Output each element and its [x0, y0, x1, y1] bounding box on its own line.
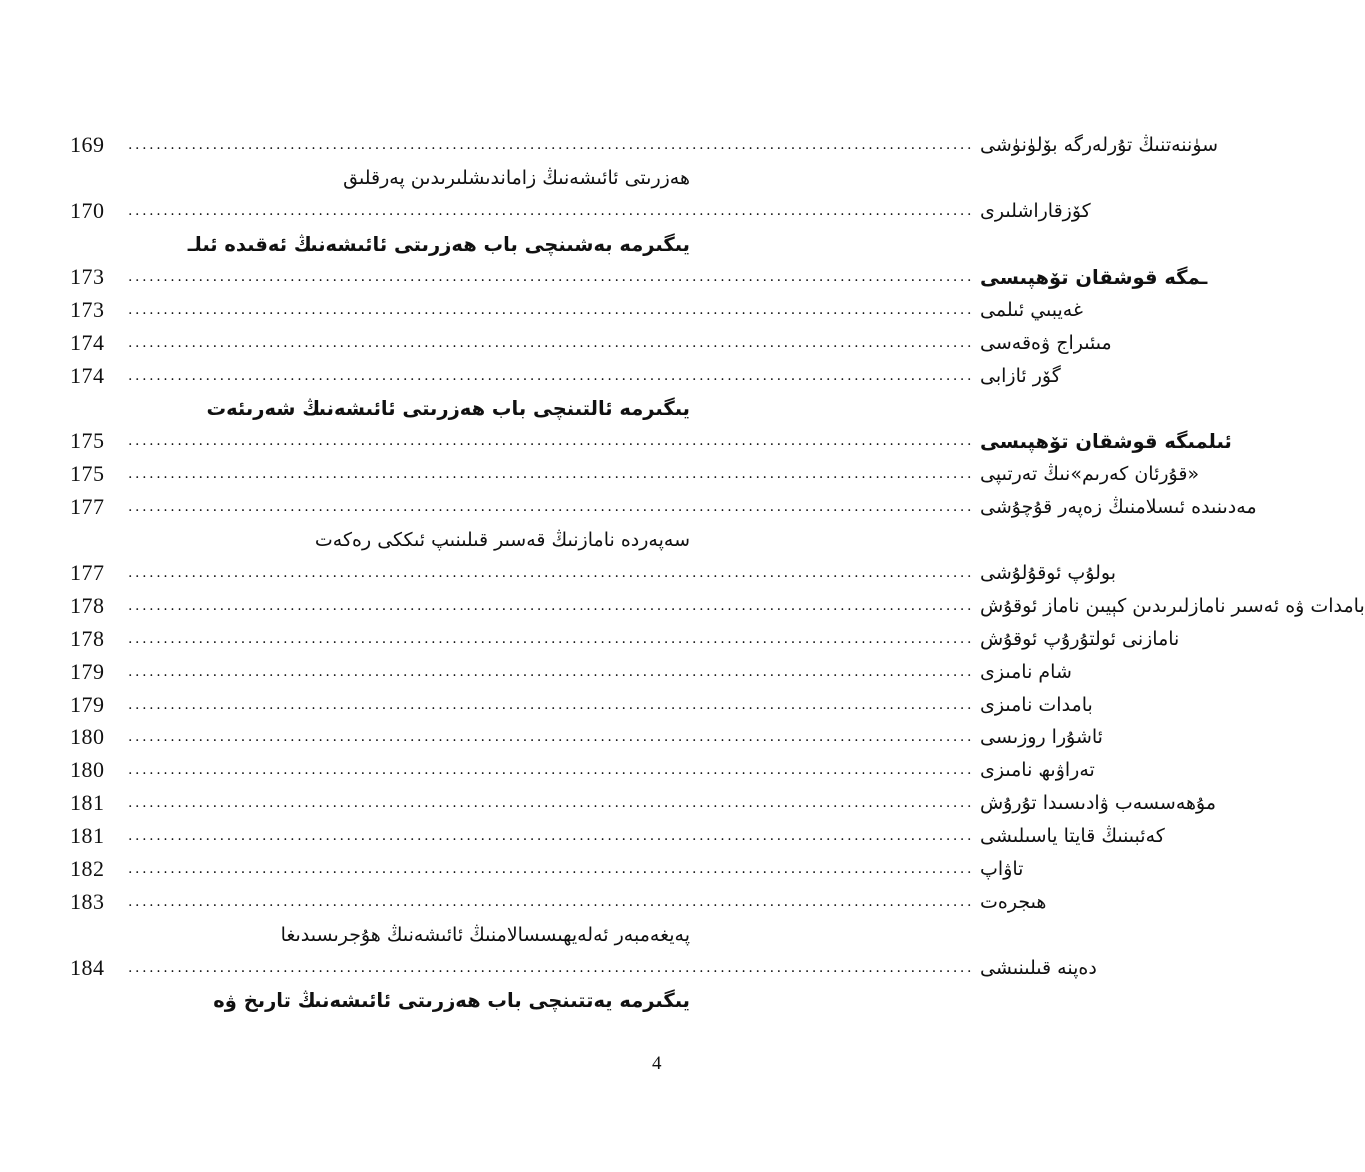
dot-leader: ........................................................................................................................ [128, 137, 975, 154]
toc-page-number: 174 [70, 362, 105, 388]
toc-entry [70, 261, 1208, 294]
toc-page-number: 179 [70, 658, 105, 684]
toc-page-number: 183 [70, 888, 105, 914]
dot-leader: ........................................................................................................................ [128, 466, 975, 483]
toc-entry-title: تەراۋىھ نامىزى [980, 759, 1095, 782]
toc-entry-title: غەيبىي ئىلمى [980, 298, 1083, 321]
toc-page-number: 178 [70, 625, 105, 651]
toc-entry-title: سۈننەتنىڭ تۇرلەرگە بۆلۈنۈشى [980, 134, 1219, 157]
toc-entry [70, 195, 1091, 228]
dot-leader: ........................................................................................................................ [128, 893, 975, 910]
toc-chapter-heading: يىگىرمە يەتتىنچى باب ھەزرىتى ئائىشەنىڭ تارىخ ۋە [213, 989, 690, 1013]
toc-page-number: 180 [70, 757, 105, 783]
toc-page-number: 182 [70, 856, 105, 882]
dot-leader: ........................................................................................................................ [128, 861, 975, 878]
toc-entry [70, 951, 1097, 984]
toc-entry-title: شام نامىزى [980, 660, 1072, 683]
toc-entry [70, 524, 690, 557]
toc-entry [70, 688, 1093, 721]
toc-page-number: 173 [70, 296, 105, 322]
toc-entry [70, 228, 690, 261]
toc-entry-title: ھىجرەت [980, 890, 1047, 913]
toc-page-number: 180 [70, 724, 105, 750]
toc-page-number: 169 [70, 132, 105, 158]
toc-entry [70, 359, 1061, 392]
toc-entry [70, 820, 1165, 853]
toc-entry-title: گۆر ئازابى [980, 364, 1061, 387]
toc-page-number: 177 [70, 494, 105, 520]
dot-leader: ........................................................................................................................ [128, 433, 975, 450]
toc-entry [70, 491, 1257, 524]
toc-entry-title: پەيغەمبەر ئەلەيھىسسالامنىڭ ئائىشەنىڭ ھۇجرىسىدىغا [280, 923, 690, 946]
dot-leader: ........................................................................................................................ [128, 762, 975, 779]
toc-entry-title: «قۇرئان كەرىم»نىڭ تەرتىپى [980, 463, 1200, 486]
toc-page-number: 170 [70, 198, 105, 224]
toc-page-number: 174 [70, 329, 105, 355]
dot-leader: ........................................................................................................................ [128, 696, 975, 713]
dot-leader: ........................................................................................................................ [128, 663, 975, 680]
toc-entry [70, 162, 690, 195]
toc-chapter-heading: ئىلمىگە قوشقان تۆھپىسى [980, 429, 1232, 453]
toc-page-number: 173 [70, 264, 105, 289]
page-number: 4 [652, 1053, 662, 1074]
toc-entry [70, 589, 1365, 622]
dot-leader: ........................................................................................................................ [128, 367, 975, 384]
toc-entry [70, 787, 1217, 820]
toc-entry-title: ھەزرىتى ئائىشەنىڭ زاماندىشلىرىدىن پەرقلىق [343, 167, 690, 190]
toc-entry [70, 458, 1200, 491]
toc-entry-title: كۆزقاراشلىرى [980, 200, 1091, 223]
toc-entry [70, 293, 1083, 326]
toc-entry [70, 326, 1112, 359]
toc-page-number: 177 [70, 560, 105, 586]
dot-leader: ........................................................................................................................ [128, 597, 975, 614]
toc-entry [70, 984, 690, 1017]
toc-entry [70, 754, 1095, 787]
dot-leader: ........................................................................................................................ [128, 499, 975, 516]
toc-entry [70, 557, 1117, 590]
toc-entry-title: مۇھەسسەب ۋادىسىدا تۇرۇش [980, 792, 1217, 815]
toc-page-number: 175 [70, 461, 105, 487]
toc-entry [70, 853, 1024, 886]
toc-entry-title: بامدات نامىزى [980, 693, 1093, 716]
toc-chapter-heading: ـمگە قوشقان تۆھپىسى [980, 265, 1208, 289]
toc-entry [70, 918, 690, 951]
toc-entry-title: مەدىنىدە ئىسلامنىڭ زەپەر قۇچۇشى [980, 496, 1257, 519]
toc-entry [70, 721, 1103, 754]
dot-leader: ........................................................................................................................ [128, 828, 975, 845]
dot-leader: ........................................................................................................................ [128, 203, 975, 220]
dot-leader: ........................................................................................................................ [128, 959, 975, 976]
dot-leader: ........................................................................................................................ [128, 269, 975, 285]
dot-leader: ........................................................................................................................ [128, 301, 975, 318]
dot-leader: ........................................................................................................................ [128, 334, 975, 351]
toc-entry-title: بامدات ۋە ئەسىر نامازلىرىدىن كېيىن ناماز ئوقۇش [980, 594, 1365, 617]
toc-entry-title: دەپنە قىلىنىشى [980, 956, 1097, 979]
toc-entry [70, 425, 1232, 458]
table-of-contents [70, 129, 1365, 1017]
toc-entry-title: ئاشۇرا روزىسى [980, 726, 1103, 749]
toc-entry-title: بولۇپ ئوقۇلۇشى [980, 562, 1117, 585]
dot-leader: ........................................................................................................................ [128, 630, 975, 647]
toc-entry [70, 622, 1180, 655]
toc-page-number: 179 [70, 691, 105, 717]
toc-entry [70, 129, 1219, 162]
toc-page-number: 175 [70, 428, 105, 454]
toc-entry-title: كەئبىنىڭ قايتا ياسىلىشى [980, 825, 1165, 848]
toc-entry [70, 655, 1072, 688]
toc-chapter-heading: يىگىرمە بەشىنچى باب ھەزرىتى ئائىشەنىڭ ئەقىدە ئىلـ [187, 232, 690, 256]
toc-entry-title: مىئىراج ۋەقەسى [980, 331, 1112, 354]
dot-leader: ........................................................................................................................ [128, 729, 975, 746]
toc-page-number: 184 [70, 954, 105, 980]
toc-chapter-heading: يىگىرمە ئالتىنچى باب ھەزرىتى ئائىشەنىڭ شەرىئەت [206, 397, 690, 421]
toc-entry-title: سەپەردە نامازنىڭ قەسىر قىلىنىپ ئىككى رەكەت [314, 529, 690, 552]
toc-entry-title: تاۋاپ [980, 858, 1024, 881]
toc-entry [70, 885, 1047, 918]
toc-page-number: 181 [70, 823, 105, 849]
toc-entry-title: نامازنى ئولتۇرۇپ ئوقۇش [980, 627, 1180, 650]
toc-page-number: 181 [70, 790, 105, 816]
dot-leader: ........................................................................................................................ [128, 795, 975, 812]
dot-leader: ........................................................................................................................ [128, 565, 975, 582]
toc-entry [70, 392, 690, 425]
toc-page-number: 178 [70, 592, 105, 618]
